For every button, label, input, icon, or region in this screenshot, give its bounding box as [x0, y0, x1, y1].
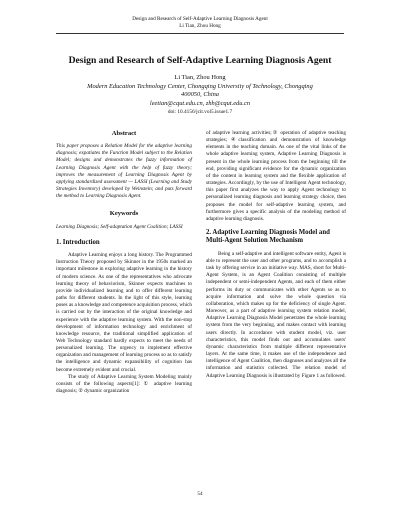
paper-title: Design and Research of Self-Adaptive Learning Diagnosis Agent: [68, 55, 332, 66]
introduction-heading: 1. Introduction: [56, 238, 100, 246]
doi: doi: 10.4156/jcit.vol5.issue1.7: [167, 109, 233, 116]
postcode: 400050, China: [181, 91, 219, 99]
right-column: [206, 130, 346, 380]
page-number: 54: [197, 491, 203, 497]
abstract-heading: Abstract: [111, 130, 137, 137]
author-email: leetian@cqut.edu.cn, zhh@cqut.edu.cn: [149, 99, 251, 107]
affiliation: Modern Education Technology Center, Chongqing University of Technology, Chongqing: [87, 82, 313, 90]
left-column: [56, 130, 192, 395]
running-header-title: Design and Research of Self-Adaptive Learning Diagnosis Agent: [132, 16, 268, 22]
keywords-heading: Keywords: [109, 210, 139, 218]
keywords-text: Learning Diagnosis; Self-adaptation Agent Coalition; LASSI: [56, 223, 183, 230]
abstract-text: This paper proposes a Relation Model for the adaptive learning diagnosis; expatiates the Function Model subject to the Relation Model; designs and demonstrates the fuzzy information of Learning Diagnosis Agent with the help of fuzzy theory; improves the measurement of Learning Diagnosis Agent by applying standardized assessment — LASSI (Learning and Study Strategies Inventory) developed by Weinstein; and puts forward the method to Learning Diagnosis Agent.: [56, 143, 192, 200]
header-rule: [56, 33, 344, 34]
author-block: [40, 74, 360, 117]
intro-paragraph-2: The study of Adaptive Learning System Modeling mainly consists of the following aspects[1]: ① adaptive learning diagnosis; ② dynamic organization: [56, 373, 192, 395]
running-header: [0, 16, 400, 30]
section-2-paragraph-1: Being a self-adaptive and intelligent software entity, Agent is able to represent the user and other programs, and to accomplish a task by offering service in an initiative way. MAS, short for Multi-Agent System, is an Agent Coalition consisting of multiple independent or semi-independent Agents, and each of them either performs its duty or communicates with other Agents so as to acquire information and solve the whole question via collaboration, which makes up for the deficiency of single Agent. Moreover, as a part of adaptive learning system relation model, Adaptive Learning Diagnosis Model penetrates the whole learning system from the very beginning, and makes contact with learning users directly. In accordance with student model, viz. user characteristics, this model finds out and accumulates users' dynamic characteristics from multiple different representative layers. At the same time, it makes use of the independence and intelligence of Agent Coalition, then diagnoses and analyzes all the information and statistics collected. The relation model of Adaptive Learning Diagnosis is illustrated by Figure 1 as followed.: [206, 250, 346, 379]
running-header-authors: Li Tian, Zhou Hong: [179, 23, 221, 29]
section-2-heading: 2. Adaptive Learning Diagnosis Model and Multi-Agent Solution Mechanism: [206, 229, 330, 245]
intro-paragraph-2-continued: of adaptive learning activities;③ operation of adaptive teaching strategies; ④classification and demonstration of knowledge elements in the teaching domain. As one of the vital links of the whole adaptive learning system, Adaptive Learning Diagnosis is present in the whole learning process from the beginning till the end, providing significant evidence for the dynamic organization of the content in learning system and the flexible application of strategies. Accordingly, by the use of Intelligent Agent technology, this paper first analyzes the way to apply Agent technology to personalized learning diagnosis and learning strategy choice, then proposes the model for self-adaptive learning system, and furthermore gives a specific analysis of the modeling method of adaptive learning diagnosis.: [206, 130, 346, 222]
author-names: Li Tian, Zhou Hong: [174, 74, 226, 81]
intro-paragraph-1: Adaptive Learning enjoys a long history. The Programmed Instruction Theory proposed by Skinner in the 1950s marked an important milestone in exploring adaptive learning in the history of modern science. As one of the representatives who advocate learning theory of behaviorism, Skinner expects machines to provide individualized learning and to offer different learning paths for different students. In the light of this style, learning poses as a knowledge and competence acquisition process, which is carried out by the interaction of the original knowledge and experience with the adaptive learning system. With the non-stop development of information technology and enrichment of knowledge resource, the traditional simplified application of Web Technology standard hardly expects to meet the needs of personalized learning. The urgency to implement effective organization and management of learning process so as to satisfy the intelligence and dynamic expansibility of cognition has become extremely evident and crucial.: [56, 252, 192, 373]
